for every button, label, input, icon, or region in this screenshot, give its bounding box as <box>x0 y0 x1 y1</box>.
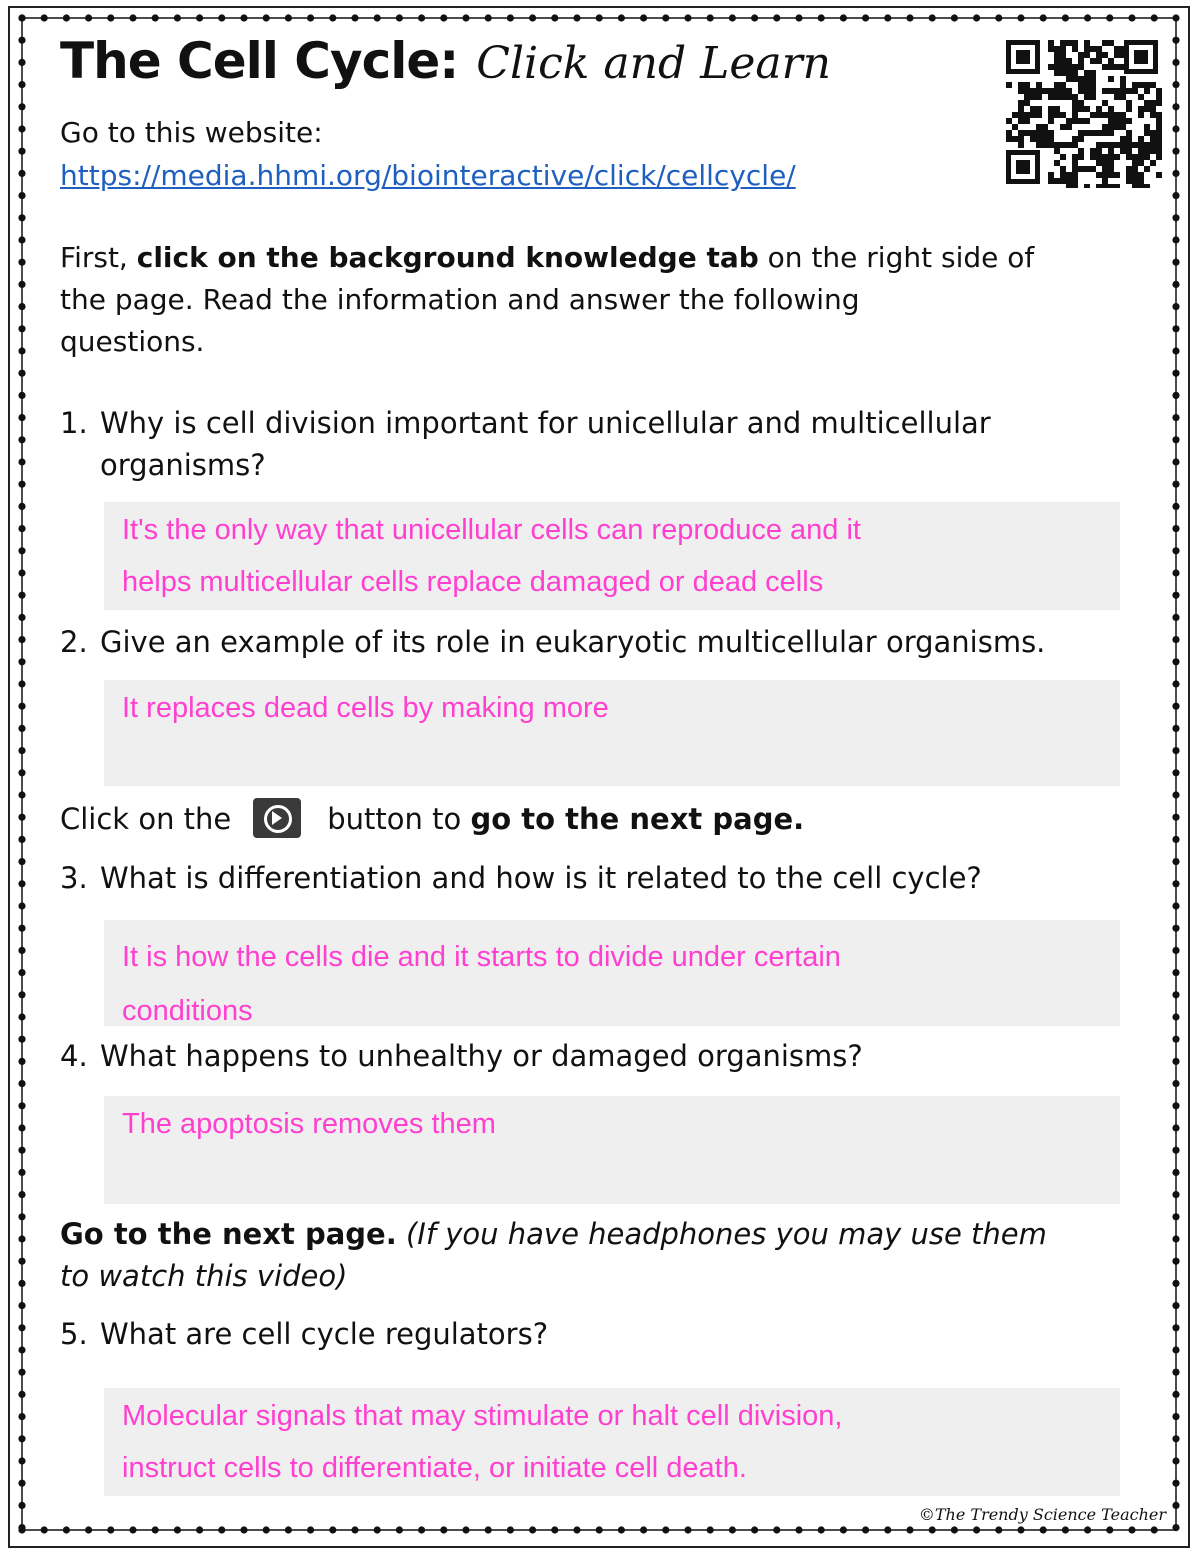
question-number: 5. <box>60 1317 88 1351</box>
next-bold: Go to the next page. <box>60 1217 397 1251</box>
click-bold: go to the next page. <box>470 802 805 836</box>
answer-box-1[interactable] <box>104 502 1120 610</box>
title-subtitle: Click and Learn <box>476 38 831 89</box>
next-italic-2: to watch this video) <box>60 1259 348 1293</box>
question-text: Give an example of its role in eukaryotic multicellular organisms. <box>100 625 1046 659</box>
question-number: 1. <box>60 406 88 440</box>
answer-line: It is how the cells die and it starts to divide under certain <box>122 941 841 973</box>
question-text: What is differentiation and how is it related to the cell cycle? <box>100 861 982 895</box>
qr-code <box>1002 36 1162 188</box>
answer-line: It replaces dead cells by making more <box>122 692 609 724</box>
question-3 <box>60 857 982 899</box>
answer-box-2[interactable] <box>104 680 1120 786</box>
page-title <box>60 32 831 90</box>
click-middle: button to <box>327 802 471 836</box>
question-text-cont: organisms? <box>100 448 266 482</box>
answer-box-5[interactable] <box>104 1388 1120 1496</box>
question-1 <box>60 402 991 486</box>
click-prefix: Click on the <box>60 802 232 836</box>
answer-line: instruct cells to differentiate, or initiate cell death. <box>122 1452 747 1484</box>
question-number: 4. <box>60 1039 88 1073</box>
website-link[interactable]: https://media.hhmi.org/biointeractive/click/cellcycle/ <box>60 159 796 192</box>
instruction-line-2: the page. Read the information and answer the following <box>60 283 860 316</box>
answer-line: It's the only way that unicellular cells can reproduce and it <box>122 514 861 546</box>
intro-text: Go to this website: <box>60 116 323 149</box>
answer-box-4[interactable] <box>104 1096 1120 1204</box>
answer-box-3[interactable] <box>104 920 1120 1026</box>
next-italic: (If you have headphones you may use them <box>396 1217 1047 1251</box>
question-5 <box>60 1313 548 1355</box>
question-2 <box>60 621 1045 663</box>
copyright-credit: ©The Trendy Science Teacher <box>918 1505 1166 1524</box>
instruction-prefix: First, <box>60 241 137 274</box>
title-main: The Cell Cycle: <box>60 32 459 90</box>
question-text: What happens to unhealthy or damaged organisms? <box>100 1039 863 1073</box>
question-4 <box>60 1035 863 1077</box>
instruction-line-1 <box>60 237 1034 279</box>
instruction-suffix: on the right side of <box>758 241 1035 274</box>
question-text: What are cell cycle regulators? <box>100 1317 549 1351</box>
question-number: 2. <box>60 625 88 659</box>
answer-line: conditions <box>122 995 253 1026</box>
answer-line: helps multicellular cells replace damaged or dead cells <box>122 566 824 598</box>
play-icon <box>253 798 301 838</box>
next-page-instruction-2 <box>60 1255 347 1297</box>
next-page-instruction <box>60 1213 1047 1255</box>
navigation-instruction <box>60 798 804 840</box>
instruction-line-3: questions. <box>60 325 205 358</box>
question-number: 3. <box>60 861 88 895</box>
instruction-bold: click on the background knowledge tab <box>136 241 759 274</box>
question-text: Why is cell division important for unicellular and multicellular <box>100 406 991 440</box>
answer-line: The apoptosis removes them <box>122 1108 496 1140</box>
answer-line: Molecular signals that may stimulate or halt cell division, <box>122 1400 843 1432</box>
